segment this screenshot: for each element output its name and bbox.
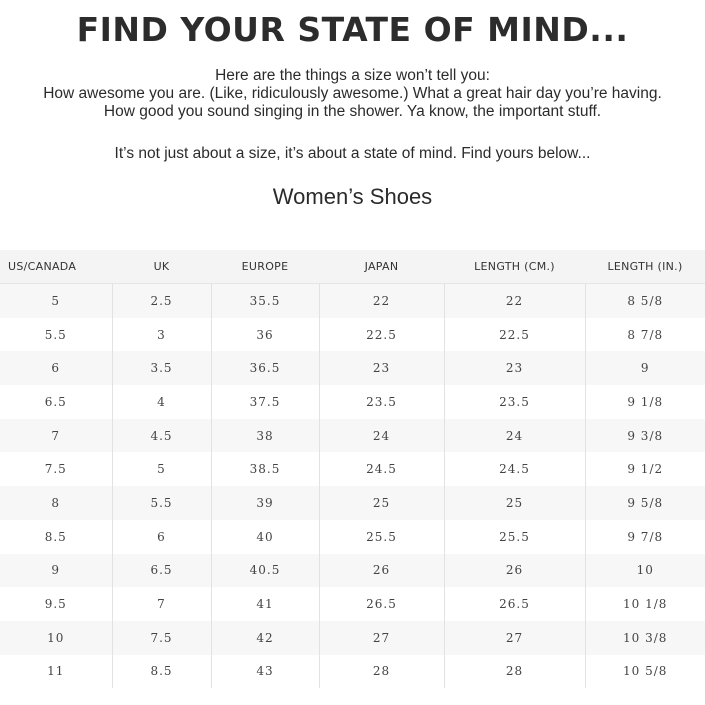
column-header-us-canada: US/CANADA (0, 250, 112, 284)
length-cm-cell: 26.5 (444, 587, 585, 621)
length-in-cell: 9 3/8 (585, 419, 705, 453)
table-body (0, 284, 705, 689)
length-in-cell: 8 7/8 (585, 318, 705, 352)
us-canada-cell: 6 (0, 351, 112, 385)
us-canada-cell: 8.5 (0, 520, 112, 554)
uk-cell: 4 (112, 385, 211, 419)
length-cm-cell: 22.5 (444, 318, 585, 352)
europe-cell: 40.5 (211, 554, 319, 588)
japan-cell: 22.5 (319, 318, 444, 352)
table-row (0, 452, 705, 486)
uk-cell: 5 (112, 452, 211, 486)
column-header-japan: JAPAN (319, 250, 444, 284)
length-in-cell: 9 1/8 (585, 385, 705, 419)
length-cm-cell: 25.5 (444, 520, 585, 554)
length-in-cell: 10 1/8 (585, 587, 705, 621)
us-canada-cell: 11 (0, 655, 112, 689)
uk-cell: 3 (112, 318, 211, 352)
us-canada-cell: 9.5 (0, 587, 112, 621)
table-row (0, 351, 705, 385)
length-cm-cell: 23 (444, 351, 585, 385)
japan-cell: 24.5 (319, 452, 444, 486)
column-header-length-in: LENGTH (IN.) (585, 250, 705, 284)
table-row (0, 318, 705, 352)
us-canada-cell: 7.5 (0, 452, 112, 486)
length-in-cell: 8 5/8 (585, 284, 705, 318)
uk-cell: 2.5 (112, 284, 211, 318)
length-cm-cell: 25 (444, 486, 585, 520)
uk-cell: 5.5 (112, 486, 211, 520)
us-canada-cell: 6.5 (0, 385, 112, 419)
size-chart-table (0, 250, 705, 688)
europe-cell: 36.5 (211, 351, 319, 385)
intro-text (0, 67, 705, 121)
uk-cell: 4.5 (112, 419, 211, 453)
japan-cell: 24 (319, 419, 444, 453)
japan-cell: 28 (319, 655, 444, 689)
us-canada-cell: 5 (0, 284, 112, 318)
japan-cell: 22 (319, 284, 444, 318)
table-row (0, 486, 705, 520)
europe-cell: 35.5 (211, 284, 319, 318)
table-row (0, 419, 705, 453)
length-in-cell: 9 (585, 351, 705, 385)
japan-cell: 25 (319, 486, 444, 520)
table-row (0, 520, 705, 554)
tagline: It’s not just about a size, it’s about a state of mind. Find yours below... (114, 145, 591, 162)
length-cm-cell: 28 (444, 655, 585, 689)
us-canada-cell: 10 (0, 621, 112, 655)
japan-cell: 23 (319, 351, 444, 385)
us-canada-cell: 5.5 (0, 318, 112, 352)
length-cm-cell: 22 (444, 284, 585, 318)
japan-cell: 26.5 (319, 587, 444, 621)
intro-line-1: Here are the things a size won’t tell you: (215, 67, 490, 84)
japan-cell: 23.5 (319, 385, 444, 419)
length-cm-cell: 26 (444, 554, 585, 588)
europe-cell: 36 (211, 318, 319, 352)
uk-cell: 3.5 (112, 351, 211, 385)
length-cm-cell: 24 (444, 419, 585, 453)
europe-cell: 37.5 (211, 385, 319, 419)
table-row (0, 621, 705, 655)
length-in-cell: 10 5/8 (585, 655, 705, 689)
column-header-europe: EUROPE (211, 250, 319, 284)
uk-cell: 6 (112, 520, 211, 554)
us-canada-cell: 8 (0, 486, 112, 520)
table-row (0, 385, 705, 419)
japan-cell: 26 (319, 554, 444, 588)
japan-cell: 27 (319, 621, 444, 655)
table-row (0, 284, 705, 318)
us-canada-cell: 9 (0, 554, 112, 588)
uk-cell: 8.5 (112, 655, 211, 689)
europe-cell: 40 (211, 520, 319, 554)
section-title: Women’s Shoes (272, 184, 433, 209)
uk-cell: 7 (112, 587, 211, 621)
column-header-uk: UK (112, 250, 211, 284)
length-in-cell: 9 5/8 (585, 486, 705, 520)
japan-cell: 25.5 (319, 520, 444, 554)
length-in-cell: 10 3/8 (585, 621, 705, 655)
uk-cell: 6.5 (112, 554, 211, 588)
table-row (0, 655, 705, 689)
table-header-row (0, 250, 705, 284)
europe-cell: 38 (211, 419, 319, 453)
page-title: FIND YOUR STATE OF MIND... (76, 10, 629, 49)
intro-line-3: How good you sound singing in the shower. Ya know, the important stuff. (103, 103, 602, 120)
europe-cell: 42 (211, 621, 319, 655)
table-row (0, 554, 705, 588)
europe-cell: 38.5 (211, 452, 319, 486)
europe-cell: 43 (211, 655, 319, 689)
length-cm-cell: 23.5 (444, 385, 585, 419)
length-in-cell: 9 7/8 (585, 520, 705, 554)
europe-cell: 41 (211, 587, 319, 621)
intro-line-2: How awesome you are. (Like, ridiculously awesome.) What a great hair day you’re having. (43, 85, 662, 102)
length-cm-cell: 24.5 (444, 452, 585, 486)
length-in-cell: 9 1/2 (585, 452, 705, 486)
length-cm-cell: 27 (444, 621, 585, 655)
table-row (0, 587, 705, 621)
europe-cell: 39 (211, 486, 319, 520)
uk-cell: 7.5 (112, 621, 211, 655)
column-header-length-cm: LENGTH (CM.) (444, 250, 585, 284)
us-canada-cell: 7 (0, 419, 112, 453)
length-in-cell: 10 (585, 554, 705, 588)
